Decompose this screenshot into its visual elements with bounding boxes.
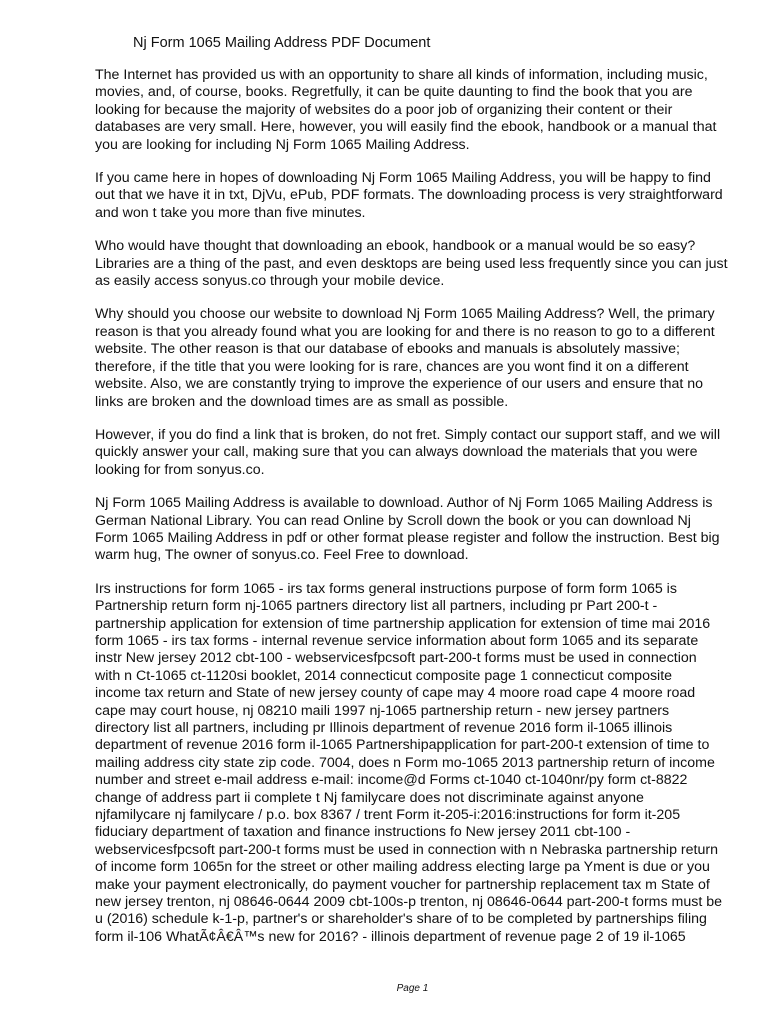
text-line: number and street e-mail address e-mail: income@d Forms ct-1040 ct-1040nr/py form ct-8822 — [95, 772, 688, 789]
text-line: change of address part ii complete t Nj familycare does not discriminate against anyone — [95, 789, 644, 806]
text-line: website. The other reason is that our database of ebooks and manuals is absolutely massive; — [95, 341, 680, 358]
text-line: form 1065 - irs tax forms - internal revenue service information about form 1065 and its separate — [95, 632, 699, 649]
text-line: reason is that you already found what you are looking for and there is no reason to go to a different — [95, 323, 715, 340]
page-number: Page 1 — [396, 983, 429, 994]
text-line: website. Also, we are constantly trying to improve the experience of our users and ensure that no — [95, 376, 704, 393]
text-line: databases are very small. Here, however, you will easily find the ebook, handbook or a manual that — [95, 119, 717, 136]
text-line: you are looking for including Nj Form 1065 Mailing Address. — [95, 136, 470, 153]
text-line: therefore, if the title that you were looking for is rare, chances are you wont find it on a different — [95, 358, 689, 375]
text-line: quickly answer your call, making sure that you can always download the materials that you were — [95, 444, 698, 461]
text-line: out that we have it in txt, DjVu, ePub, PDF formats. The downloading process is very straightforward — [95, 187, 723, 204]
text-line: mailing address city state zip code. 7004, does n Form mo-1065 2013 partnership return of income — [95, 754, 715, 771]
text-line: department of revenue 2016 form il-1065 Partnershipapplication for part-200-t extension of time to — [95, 737, 710, 754]
paragraph-related-forms — [95, 581, 745, 947]
text-line: income tax return and State of new jersey county of cape may 4 moore road cape 4 moore road — [95, 685, 696, 702]
paragraph-availability — [95, 495, 745, 565]
text-line: However, if you do find a link that is broken, do not fret. Simply contact our support staff, and we will — [95, 426, 721, 443]
text-line: of income form 1065n for the street or other mailing address electing large pa Yment is due or you — [95, 859, 710, 876]
text-line: Form 1065 Mailing Address in pdf or other format please register and follow the instruction. Best big — [95, 529, 720, 546]
text-line: fiduciary department of taxation and finance instructions fo New jersey 2011 cbt-100 - — [95, 824, 631, 841]
text-line: cape may court house, nj 08210 maili 1997 nj-1065 partnership return - new jersey partners — [95, 702, 670, 719]
text-line: Why should you choose our website to download Nj Form 1065 Mailing Address? Well, the primary — [95, 306, 715, 323]
text-line: Who would have thought that downloading an ebook, handbook or a manual would be so easy? — [95, 238, 696, 255]
text-line: new jersey trenton, nj 08646-0644 2009 cbt-100s-p trenton, nj 08646-0644 part-200-t forms must be — [95, 894, 722, 911]
text-line: looking for because the majority of websites do a poor job of organizing their content or their — [95, 101, 673, 118]
text-line: warm hug, The owner of sonyus.co. Feel Free to download. — [95, 547, 469, 564]
document-body — [95, 67, 745, 962]
document-title: Nj Form 1065 Mailing Address PDF Document — [133, 35, 431, 51]
text-line: Libraries are a thing of the past, and even desktops are being used less frequently since you can just — [95, 255, 728, 272]
text-line: Irs instructions for form 1065 - irs tax forms general instructions purpose of form form 1065 is — [95, 580, 677, 597]
text-line: Partnership return form nj-1065 partners directory list all partners, including pr Part 200-t - — [95, 598, 658, 615]
text-line: form il-106 WhatÃ¢Â€Â™s new for 2016? - illinois department of revenue page 2 of 19 il-1065 — [95, 928, 686, 945]
text-line: webservicesfpcsoft part-200-t forms must be used in connection with n Nebraska partnership return — [95, 841, 718, 858]
text-line: German National Library. You can read Online by Scroll down the book or you can download Nj — [95, 512, 691, 529]
text-line: partnership application for extension of time partnership application for extension of time mai 2016 — [95, 615, 711, 632]
text-line: with n Ct-1065 ct-1120si booklet, 2014 connecticut composite page 1 connecticut composite — [95, 667, 673, 684]
paragraph-ease — [95, 238, 745, 290]
text-line: directory list all partners, including pr Illinois department of revenue 2016 form il-1065 illinois — [95, 720, 673, 736]
text-line: u (2016) schedule k-1-p, partner's or shareholder's share of to be completed by partnerships filing — [95, 911, 707, 928]
text-line: instr New jersey 2012 cbt-100 - webservicesfpcsoft part-200-t forms must be used in connection — [95, 650, 697, 667]
text-line: The Internet has provided us with an opportunity to share all kinds of information, including music, — [95, 67, 708, 83]
text-line: and won t take you more than five minutes. — [95, 204, 366, 221]
paragraph-support — [95, 427, 745, 479]
text-line: as easily access sonyus.co through your mobile device. — [95, 273, 445, 290]
paragraph-formats — [95, 170, 745, 222]
text-line: movies, and, of course, books. Regretfully, it can be quite daunting to find the book that you are — [95, 84, 693, 101]
text-line: links are broken and the download times are as small as possible. — [95, 393, 509, 410]
paragraph-why-choose — [95, 306, 745, 410]
text-line: looking for from sonyus.co. — [95, 461, 265, 478]
text-line: make your payment electronically, do payment voucher for partnership replacement tax m State of — [95, 876, 710, 893]
text-line: njfamilycare nj familycare / p.o. box 8367 / trent Form it-205-i:2016:instructions for form it-205 — [95, 807, 681, 824]
text-line: If you came here in hopes of downloading Nj Form 1065 Mailing Address, you will be happy to find — [95, 170, 711, 187]
text-line: Nj Form 1065 Mailing Address is available to download. Author of Nj Form 1065 Mailing Address is — [95, 495, 713, 512]
paragraph-intro — [95, 67, 745, 154]
